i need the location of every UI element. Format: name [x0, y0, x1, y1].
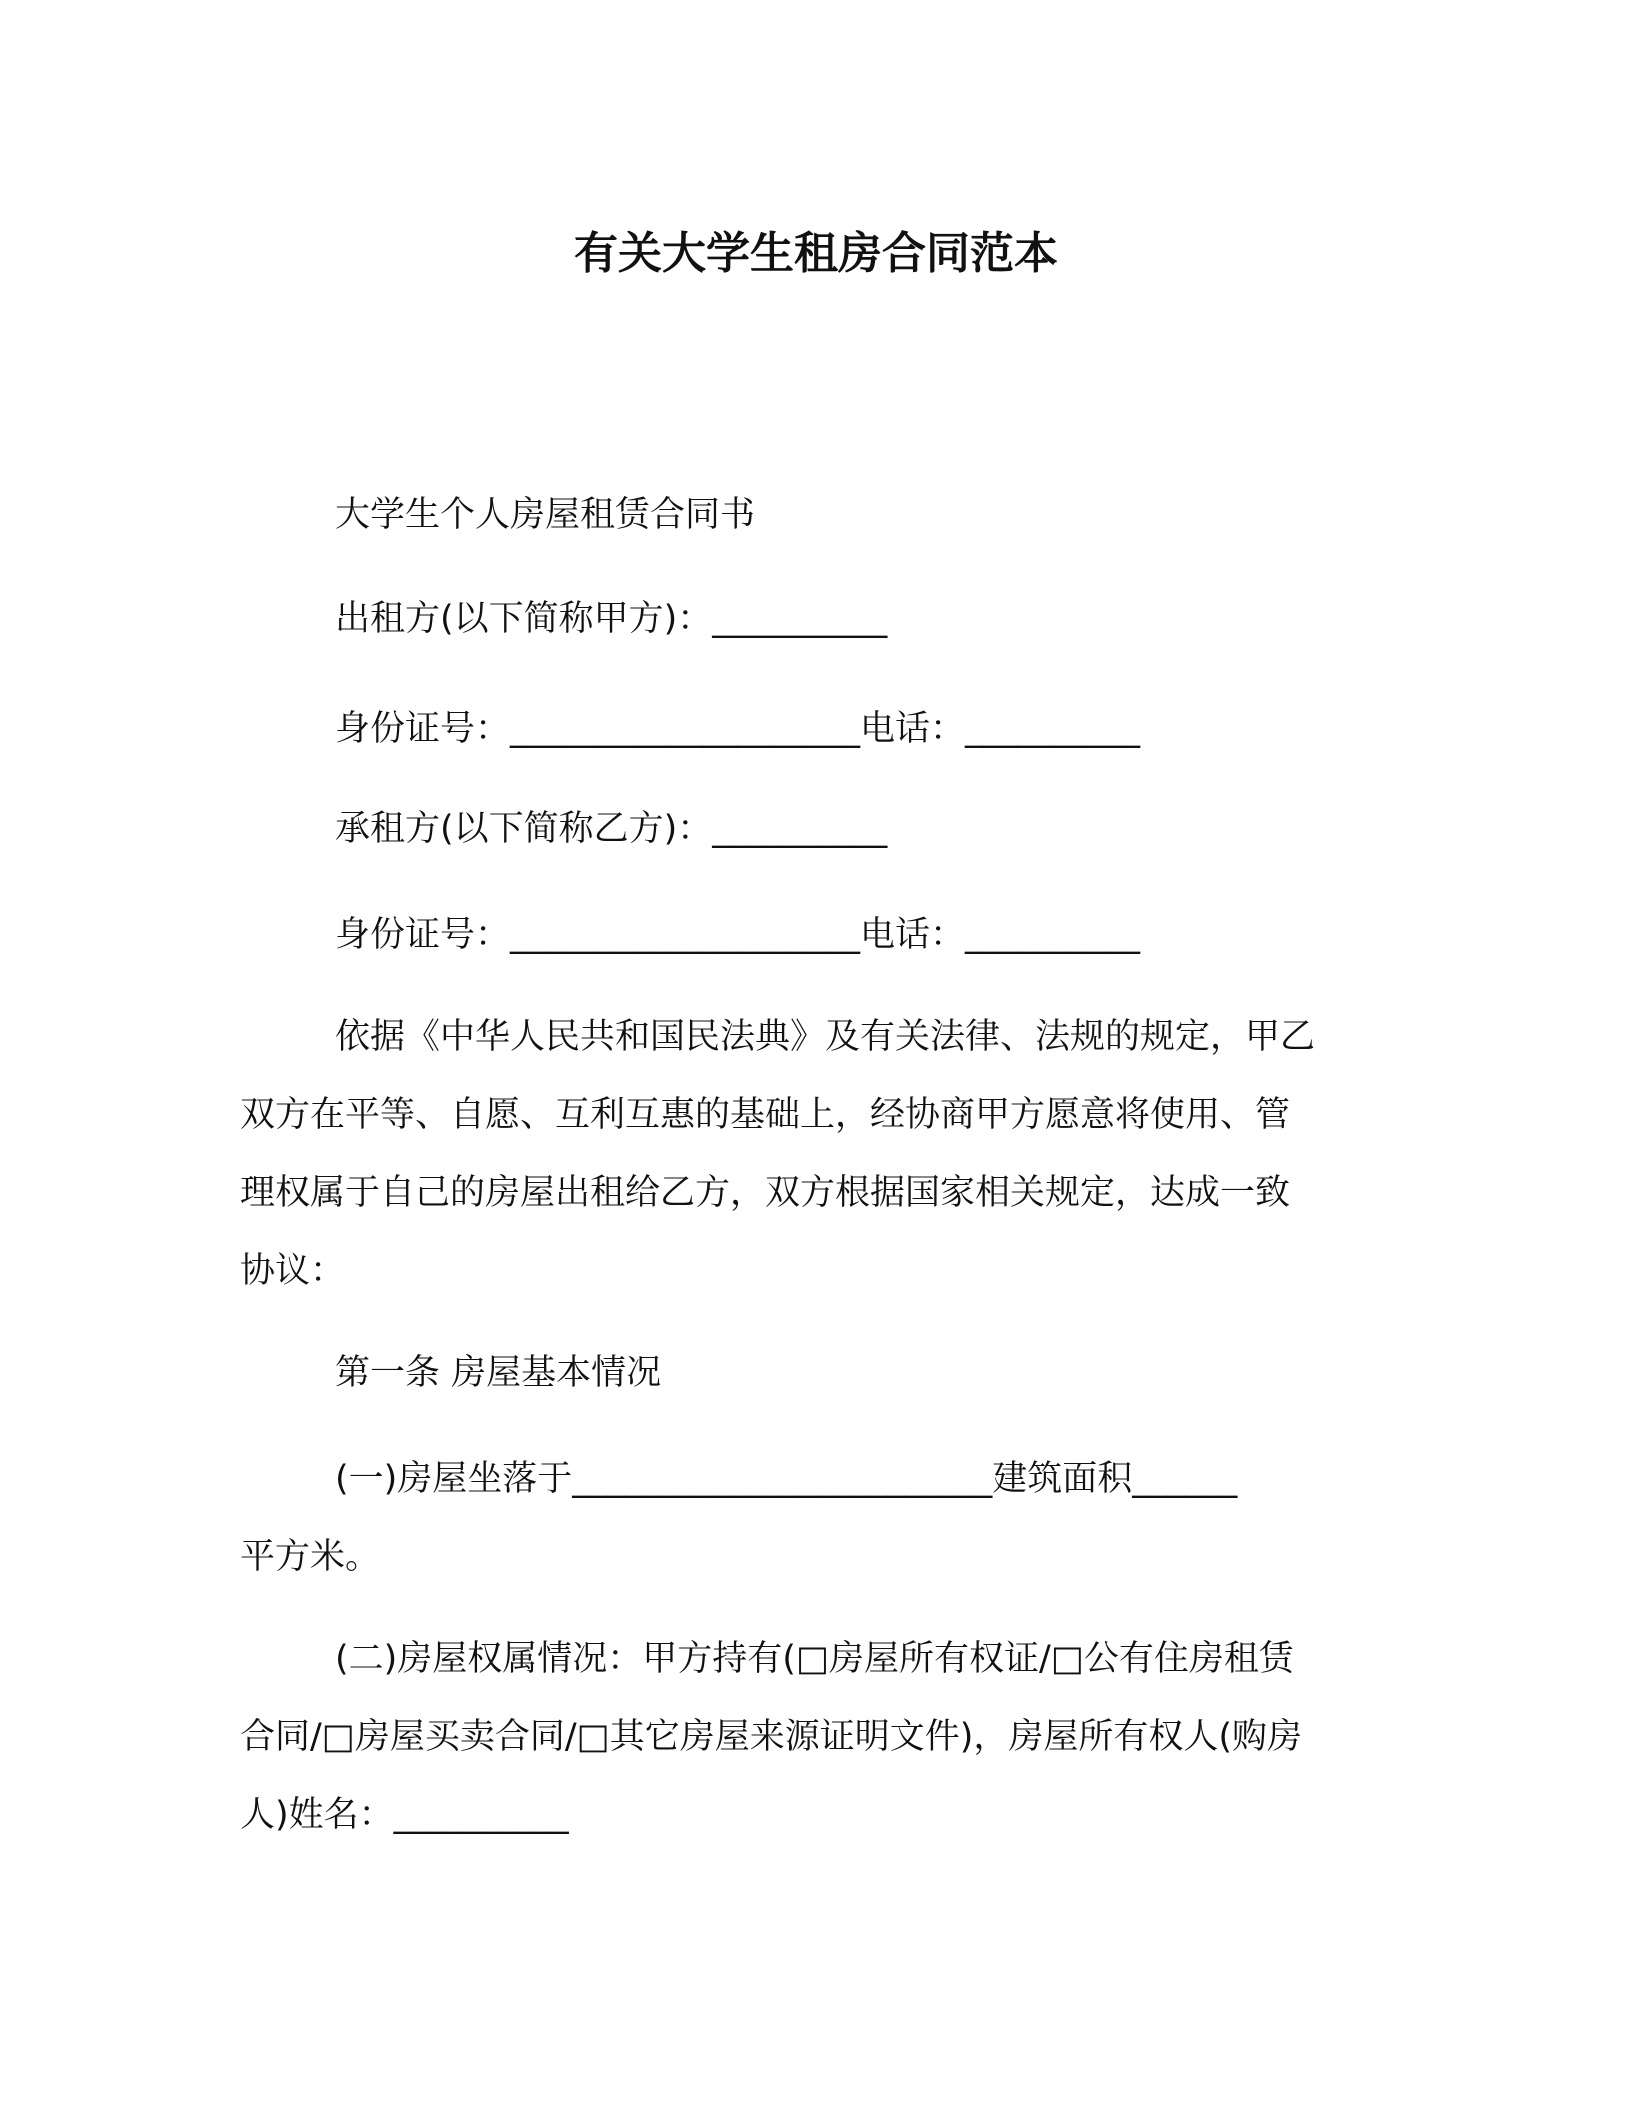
- lessee-id-line: 身份证号：____________________电话：__________: [335, 915, 1141, 955]
- preamble-paragraph: [240, 998, 1390, 1310]
- preamble-line-2: 双方在平等、自愿、互利互惠的基础上，经协商甲方愿意将使用、管: [240, 1095, 1291, 1135]
- lessor-line: 出租方(以下简称甲方)：__________: [335, 599, 888, 639]
- lessor-id-line: 身份证号：____________________电话：__________: [335, 709, 1141, 749]
- document-title: 有关大学生租房合同范本: [574, 228, 1058, 279]
- preamble-line-3: 理权属于自己的房屋出租给乙方，双方根据国家相关规定，达成一致: [240, 1173, 1291, 1213]
- article-1-heading-paragraph: [240, 1334, 1390, 1412]
- lessor-id-paragraph: [240, 690, 1390, 768]
- lessee-id-paragraph: [240, 896, 1390, 974]
- lessee-line: 承租方(以下简称乙方)：__________: [335, 809, 888, 849]
- preamble-line-1: 依据《中华人民共和国民法典》及有关法律、法规的规定，甲乙: [335, 1017, 1316, 1057]
- subtitle-line: 大学生个人房屋租赁合同书: [335, 495, 756, 535]
- lessee-paragraph: [240, 790, 1390, 868]
- article-1-2-line-3: 人)姓名：__________: [240, 1795, 569, 1835]
- article-1-1-line-1: (一)房屋坐落于________________________建筑面积______: [335, 1459, 1238, 1499]
- lessor-paragraph: [240, 580, 1390, 658]
- article-1-2-paragraph: [240, 1620, 1390, 1854]
- article-1-1-paragraph: [240, 1440, 1390, 1596]
- article-1-2-line-1: (二)房屋权属情况：甲方持有(□房屋所有权证/□公有住房租赁: [335, 1639, 1294, 1679]
- article-1-2-line-2: 合同/□房屋买卖合同/□其它房屋来源证明文件)，房屋所有权人(购房: [240, 1717, 1303, 1757]
- article-1-1-line-2: 平方米。: [240, 1537, 381, 1577]
- article-1-heading: 第一条 房屋基本情况: [335, 1353, 662, 1393]
- preamble-line-4: 协议：: [240, 1251, 346, 1291]
- subtitle-paragraph: [240, 476, 1390, 554]
